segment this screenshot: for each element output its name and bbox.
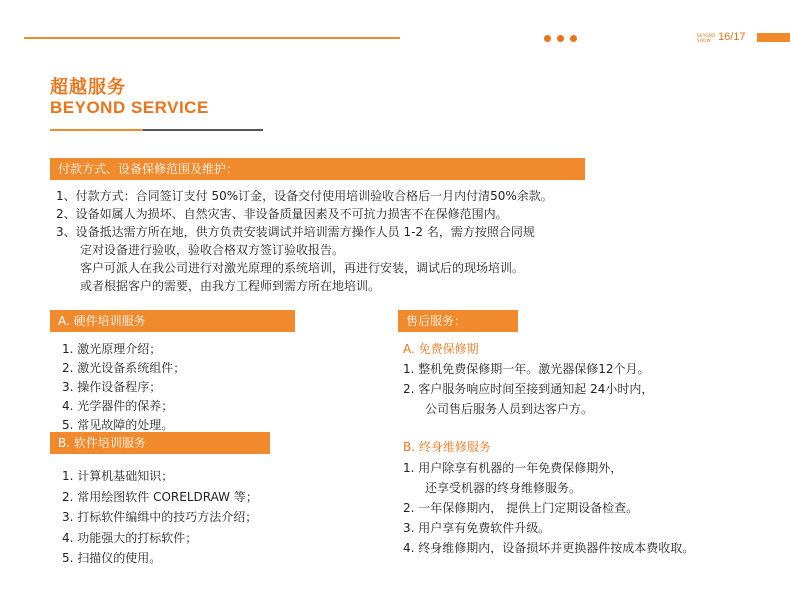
list-item: 2. 一年保修期内， 提供上门定期设备检查。 bbox=[403, 501, 639, 515]
hardware-training-list bbox=[62, 340, 185, 435]
header-dots bbox=[544, 35, 577, 42]
page-number-bar bbox=[757, 33, 790, 42]
software-training-list bbox=[62, 466, 258, 569]
software-training-heading: B. 软件培训服务 bbox=[50, 432, 270, 454]
payment-line: 1、付款方式：合同签订支付 50%订金，设备交付使用培训验收合格后一月内付清50%余款。 bbox=[56, 189, 553, 203]
lifetime-service-list bbox=[403, 458, 694, 558]
list-item: 5. 扫描仪的使用。 bbox=[62, 551, 162, 565]
lifetime-service-title: B. 终身维修服务 bbox=[403, 440, 491, 454]
payment-line: 2、设备如属人为损坏、自然灾害、非设备质量因素及不可抗力损害不在保修范围内。 bbox=[56, 207, 508, 221]
list-item: 1. 用户除享有机器的一年免费保修期外， bbox=[403, 461, 623, 475]
payment-line: 3、设备抵达需方所在地，供方负责安装调试并培训需方操作人员 1-2 名，需方按照合同规 bbox=[56, 225, 535, 239]
list-item: 3. 打标软件编缉中的技巧方法介绍； bbox=[62, 510, 258, 524]
payment-line: 或者根据客户的需要，由我方工程师到需方所在地培训。 bbox=[80, 279, 381, 293]
title-underline-dark bbox=[143, 129, 263, 131]
list-item: 5. 常见故障的处理。 bbox=[62, 418, 174, 432]
dot bbox=[557, 35, 564, 42]
page-title-cn: 超越服务 bbox=[50, 77, 126, 98]
list-item: 1. 整机免费保修期一年。激光器保修12个月。 bbox=[403, 362, 650, 376]
list-item: 4. 功能强大的打标软件； bbox=[62, 530, 198, 545]
payment-line: 定对设备进行验收，验收合格双方签订验收报告。 bbox=[80, 243, 345, 257]
brand-mark-line: BEYOND bbox=[697, 33, 716, 38]
list-item: 还享受机器的终身维修服务。 bbox=[425, 481, 582, 495]
hardware-training-heading: A. 硬件培训服务 bbox=[50, 310, 295, 332]
free-warranty-title: A. 免费保修期 bbox=[403, 342, 479, 356]
brand-mark-small bbox=[697, 33, 716, 43]
payment-section-heading: 付款方式、设备保修范围及维护： bbox=[50, 158, 585, 180]
list-item: 1. 计算机基础知识； bbox=[62, 469, 174, 483]
list-item: 2. 常用绘图软件 CORELDRAW 等； bbox=[62, 489, 258, 504]
list-item: 1. 激光原理介绍； bbox=[62, 342, 162, 356]
brand-mark-line: SHOW bbox=[697, 38, 711, 43]
list-item: 4. 光学器件的保养； bbox=[62, 399, 174, 413]
page-title-en: BEYOND SERVICE bbox=[50, 98, 209, 117]
after-sales-heading: 售后服务： bbox=[398, 310, 518, 332]
list-item: 3. 用户享有免费软件升级。 bbox=[403, 521, 551, 535]
list-item: 2. 客户服务响应时间至接到通知起 24小时内， bbox=[403, 382, 654, 396]
page-number: 16/17 bbox=[718, 31, 746, 43]
payment-line: 客户可派人在我公司进行对激光原理的系统培训，再进行安装，调试后的现场培训。 bbox=[80, 261, 525, 275]
list-item: 3. 操作设备程序； bbox=[62, 380, 162, 394]
list-item: 4. 终身维修期内，设备损坏并更换器件按成本费收取。 bbox=[403, 541, 695, 555]
list-item: 2. 激光设备系统组件； bbox=[62, 361, 186, 375]
dot bbox=[544, 35, 551, 42]
dot bbox=[570, 35, 577, 42]
payment-terms bbox=[56, 187, 553, 295]
list-item: 公司售后服务人员到达客户方。 bbox=[425, 402, 594, 416]
title-underline-accent bbox=[50, 129, 143, 131]
header-divider-line bbox=[24, 37, 400, 39]
free-warranty-list bbox=[403, 359, 653, 419]
